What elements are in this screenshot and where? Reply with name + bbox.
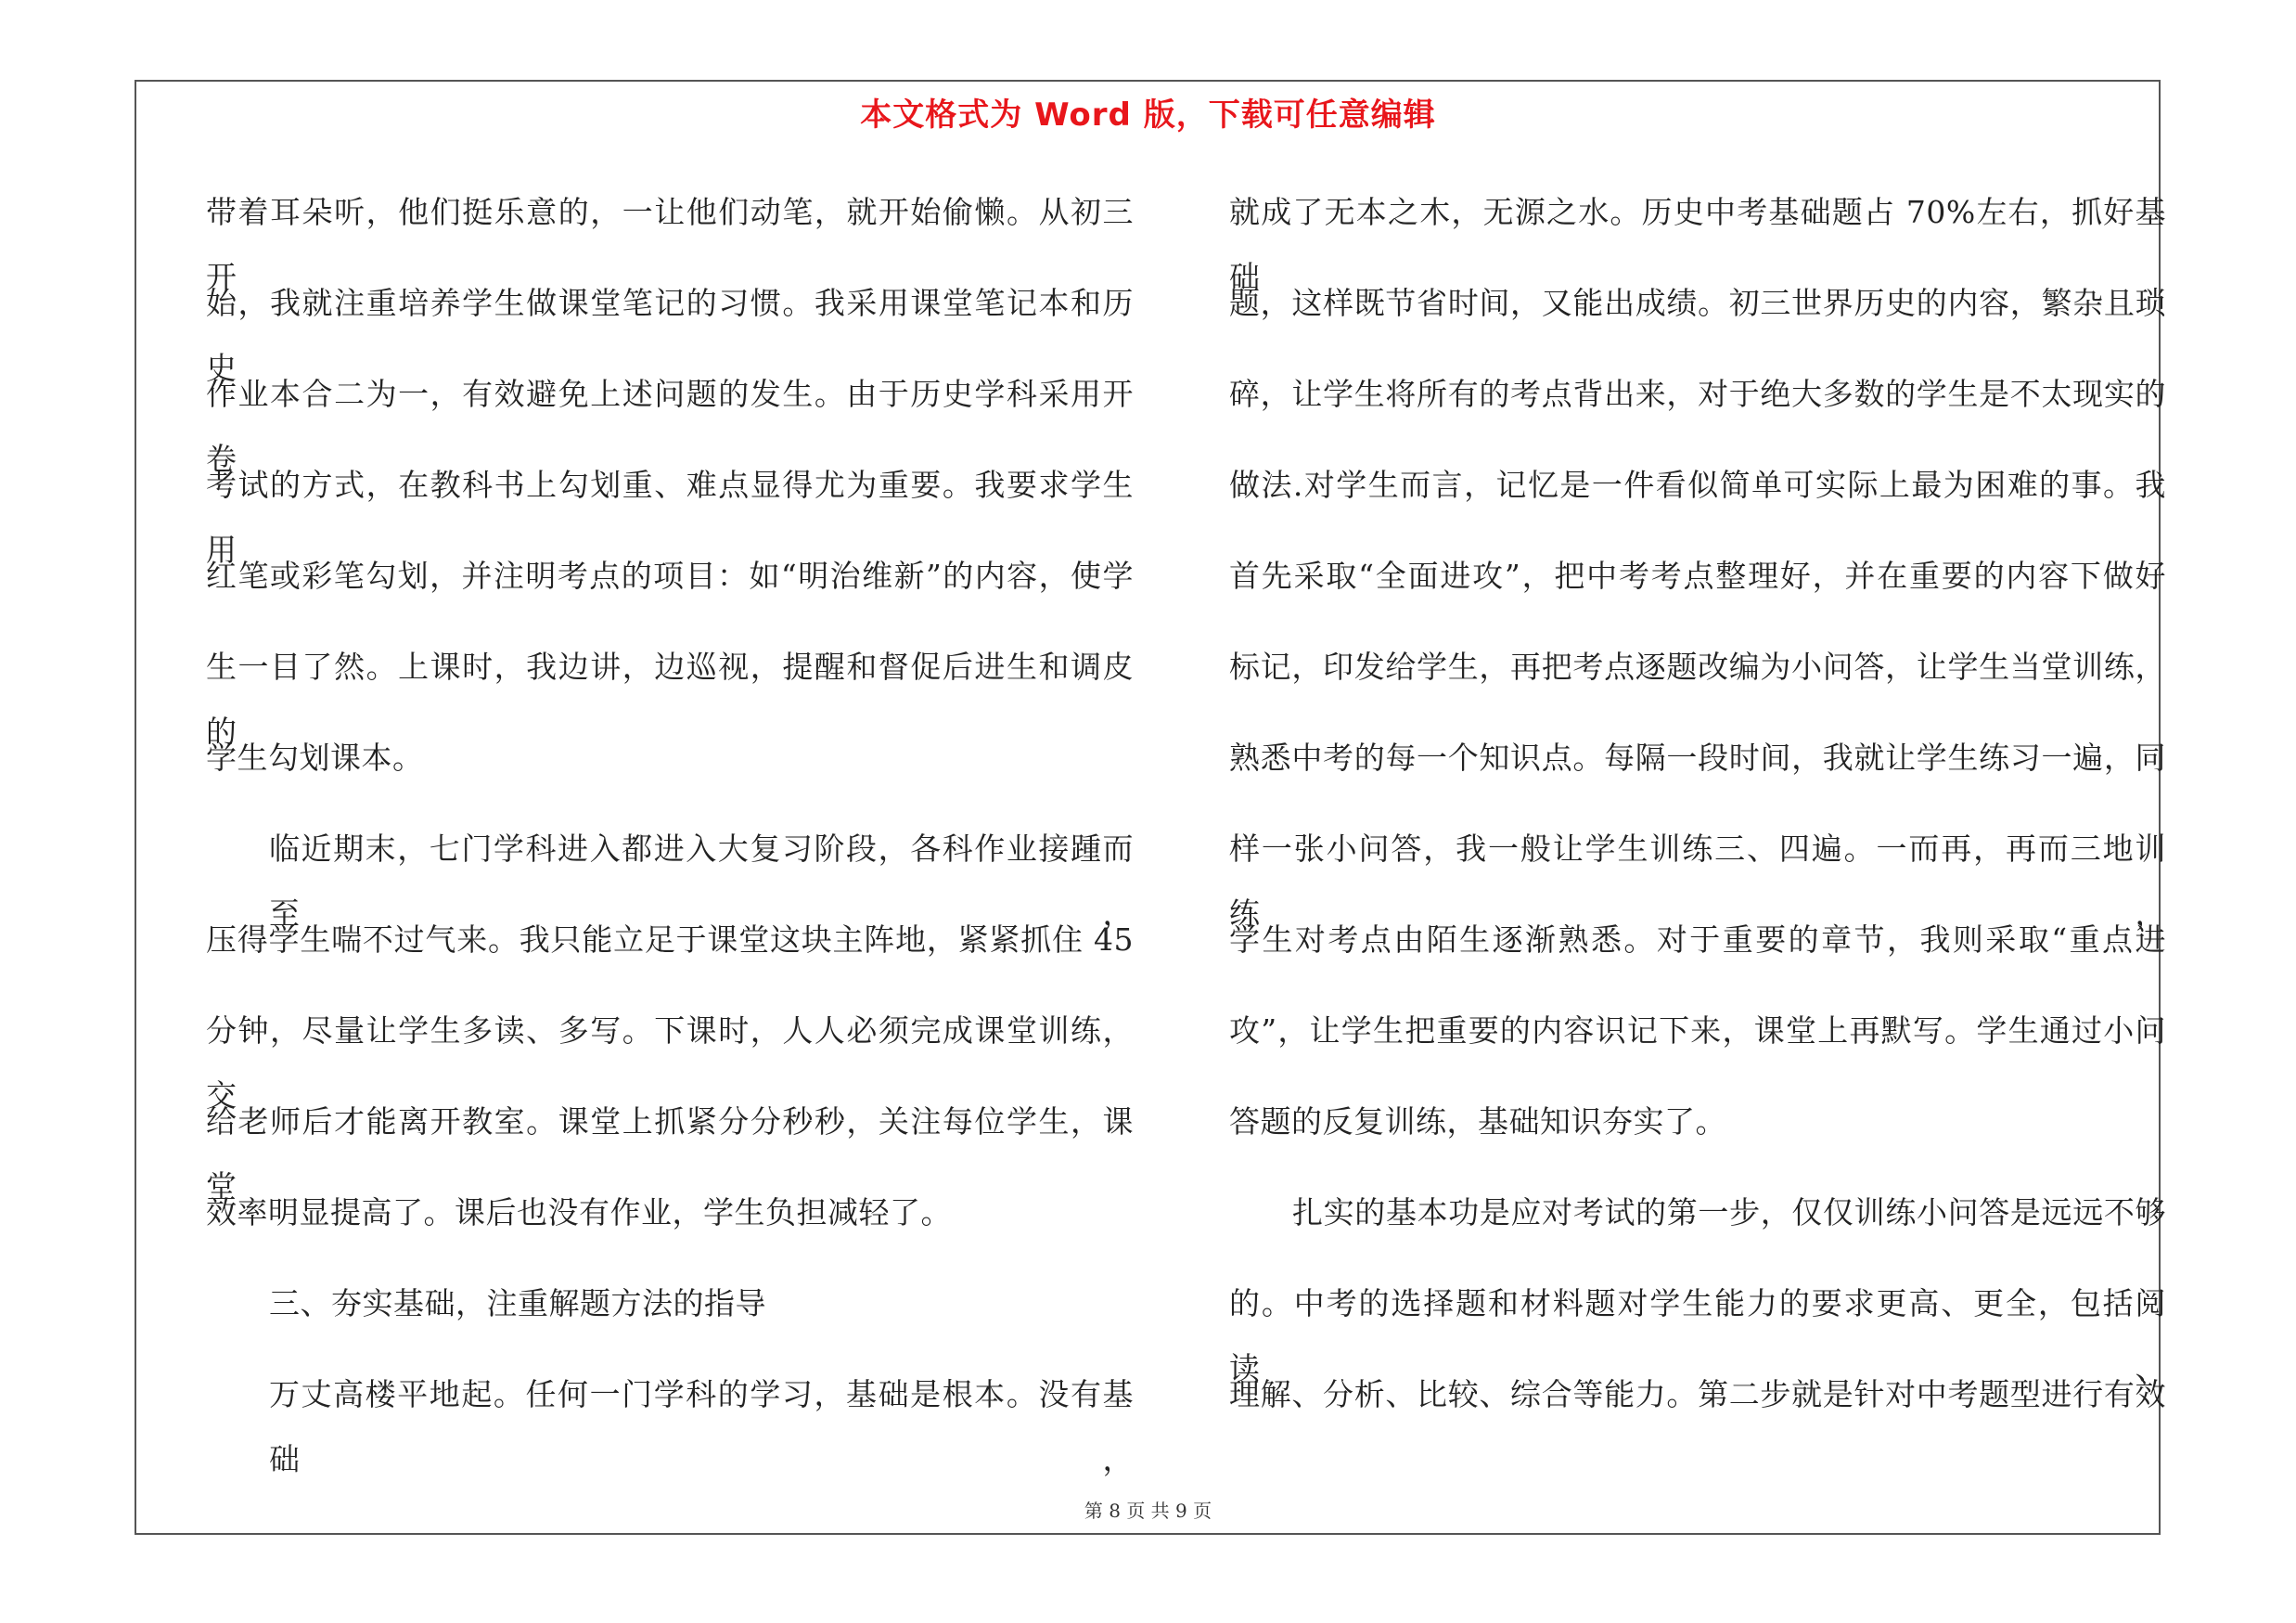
page-number-footer: 第 8 页 共 9 页 <box>1084 1500 1212 1522</box>
text-line: 攻”，让学生把重要的内容识记下来，课堂上再默写。学生通过小问 <box>1229 1012 2166 1049</box>
text-line: 考试的方式，在教科书上勾划重、难点显得尤为重要。我要求学生用 <box>206 467 1134 568</box>
text-line: 给老师后才能离开教室。课堂上抓紧分分秒秒，关注每位学生，课堂 <box>206 1103 1134 1204</box>
header-banner: 本文格式为 Word 版，下载可任意编辑 <box>860 97 1436 134</box>
text-line: 红笔或彩笔勾划，并注明考点的项目：如“明治维新”的内容，使学 <box>206 558 1134 594</box>
text-line: 做法.对学生而言，记忆是一件看似简单可实际上最为困难的事。我 <box>1229 467 2166 503</box>
text-line: 三、夯实基础，注重解题方法的指导 <box>269 1285 766 1321</box>
text-line: 扎实的基本功是应对考试的第一步，仅仅训练小问答是远远不够 <box>1292 1194 2166 1230</box>
text-line: 题，这样既节省时间，又能出成绩。初三世界历史的内容，繁杂且琐 <box>1229 285 2166 321</box>
text-line: 临近期末，七门学科进入都进入大复习阶段，各科作业接踵而至， <box>269 831 1134 932</box>
right-text-column <box>1229 180 2166 1453</box>
left-text-column <box>206 180 1134 1477</box>
text-line: 生一目了然。上课时，我边讲，边巡视，提醒和督促后进生和调皮的 <box>206 649 1134 750</box>
text-line: 熟悉中考的每一个知识点。每隔一段时间，我就让学生练习一遍，同 <box>1229 740 2166 776</box>
text-line: 学生勾划课本。 <box>206 740 424 776</box>
text-line: 的。中考的选择题和材料题对学生能力的要求更高、更全，包括阅读、 <box>1229 1285 2166 1386</box>
text-line: 万丈高楼平地起。任何一门学科的学习，基础是根本。没有基础， <box>269 1376 1134 1477</box>
text-line: 答题的反复训练，基础知识夯实了。 <box>1229 1103 1726 1140</box>
text-line: 带着耳朵听，他们挺乐意的，一让他们动笔，就开始偷懒。从初三开 <box>206 194 1134 295</box>
text-line: 始，我就注重培养学生做课堂笔记的习惯。我采用课堂笔记本和历史 <box>206 285 1134 386</box>
text-line: 效率明显提高了。课后也没有作业，学生负担减轻了。 <box>206 1194 952 1230</box>
text-line: 样一张小问答，我一般让学生训练三、四遍。一而再，再而三地训练， <box>1229 831 2166 932</box>
text-line: 压得学生喘不过气来。我只能立足于课堂这块主阵地，紧紧抓住 45 <box>206 921 1134 958</box>
text-line: 分钟，尽量让学生多读、多写。下课时，人人必须完成课堂训练，交 <box>206 1012 1134 1114</box>
text-line: 碎，让学生将所有的考点背出来，对于绝大多数的学生是不太现实的 <box>1229 376 2166 412</box>
text-line: 作业本合二为一，有效避免上述问题的发生。由于历史学科采用开卷 <box>206 376 1134 477</box>
text-line: 学生对考点由陌生逐渐熟悉。对于重要的章节，我则采取“重点进 <box>1229 921 2166 958</box>
text-line: 就成了无本之木，无源之水。历史中考基础题占 70%左右，抓好基础 <box>1229 194 2166 295</box>
text-line: 理解、分析、比较、综合等能力。第二步就是针对中考题型进行有效 <box>1229 1376 2166 1412</box>
text-line: 标记，印发给学生，再把考点逐题改编为小问答，让学生当堂训练， <box>1229 649 2166 685</box>
text-line: 首先采取“全面进攻”，把中考考点整理好，并在重要的内容下做好 <box>1229 558 2166 594</box>
